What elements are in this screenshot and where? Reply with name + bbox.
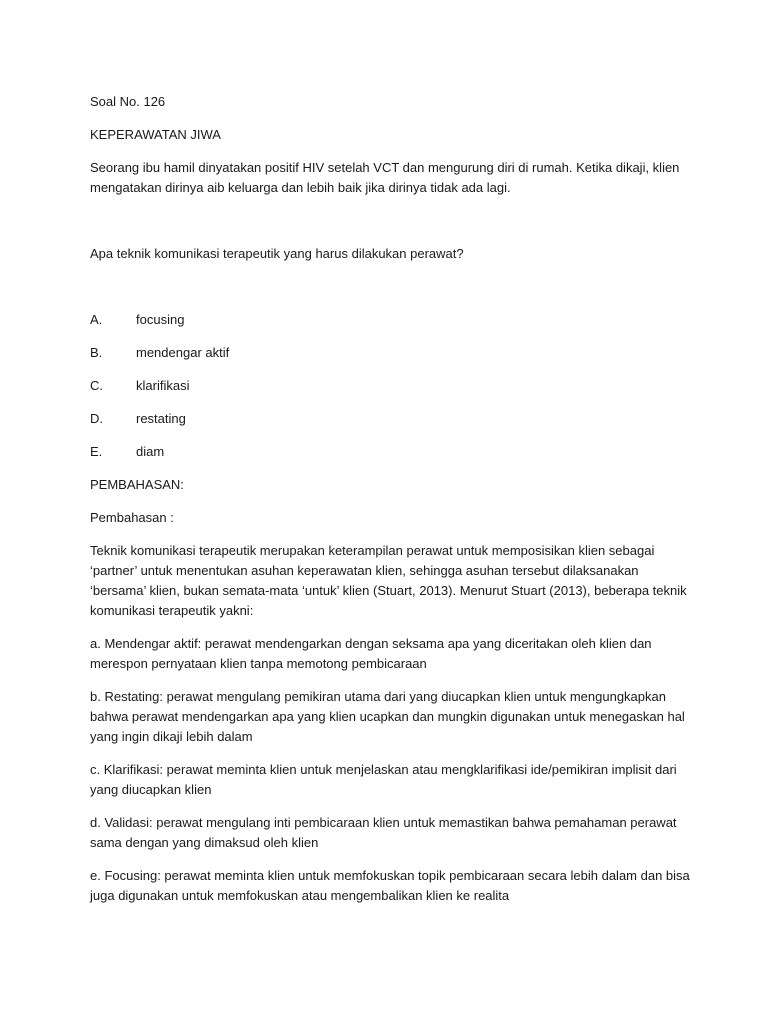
option-a — [90, 310, 690, 330]
option-text: klarifikasi — [136, 378, 190, 393]
option-letter: C. — [90, 378, 103, 393]
technique-item: c. Klarifikasi: perawat meminta klien untuk menjelaskan atau mengklarifikasi ide/pemikiran implisit dari yang diucapkan klien — [90, 762, 677, 797]
technique-item: b. Restating: perawat mengulang pemikiran utama dari yang diucapkan klien untuk mengungkapkan bahwa perawat mendengarkan apa yang klien ucapkan dan mungkin digunakan untuk menegaskan hal yang ingin dikaji lebih dalam — [90, 689, 685, 744]
option-text: mendengar aktif — [136, 345, 230, 360]
option-letter: B. — [90, 345, 103, 360]
option-text: diam — [136, 444, 165, 459]
technique-item: e. Focusing: perawat meminta klien untuk memfokuskan topik pembicaraan secara lebih dalam dan bisa juga digunakan untuk memfokuskan atau mengembalikan klien ke realita — [90, 868, 690, 903]
technique-item: a. Mendengar aktif: perawat mendengarkan dengan seksama apa yang diceritakan oleh klien dan merespon pernyataan klien tanpa memotong pembicaraan — [90, 636, 652, 671]
question-text: Apa teknik komunikasi terapeutik yang harus dilakukan perawat? — [90, 246, 464, 261]
discussion-heading: PEMBAHASAN: — [90, 477, 184, 492]
option-letter: A. — [90, 312, 103, 327]
option-text: focusing — [136, 312, 185, 327]
answer-options — [90, 310, 690, 462]
document-page — [90, 92, 690, 919]
option-e — [90, 442, 690, 462]
question-number: Soal No. 126 — [90, 94, 166, 109]
option-d — [90, 409, 690, 429]
technique-item: d. Validasi: perawat mengulang inti pembicaraan klien untuk memastikan bahwa pemahaman perawat sama dengan yang dimaksud oleh klien — [90, 815, 677, 850]
subject-heading: KEPERAWATAN JIWA — [90, 127, 221, 142]
option-letter: D. — [90, 411, 103, 426]
discussion-intro: Teknik komunikasi terapeutik merupakan keterampilan perawat untuk memposisikan klien sebagai ‘partner’ untuk menentukan asuhan keperawatan klien, sehingga asuhan tersebut dilaksanakan ‘bersama’ klien, bukan semata-mata ‘untuk’ klien (Stuart, 2013). Menurut Stuart (2013), beberapa teknik komunikasi terapeutik yakni: — [90, 543, 687, 618]
option-text: restating — [136, 411, 186, 426]
option-letter: E. — [90, 444, 103, 459]
discussion-subheading: Pembahasan : — [90, 510, 174, 525]
case-scenario: Seorang ibu hamil dinyatakan positif HIV setelah VCT dan mengurung diri di rumah. Ketika dikaji, klien mengatakan dirinya aib keluarga dan lebih baik jika dirinya tidak ada lagi. — [90, 160, 680, 195]
option-b — [90, 343, 690, 363]
option-c — [90, 376, 690, 396]
